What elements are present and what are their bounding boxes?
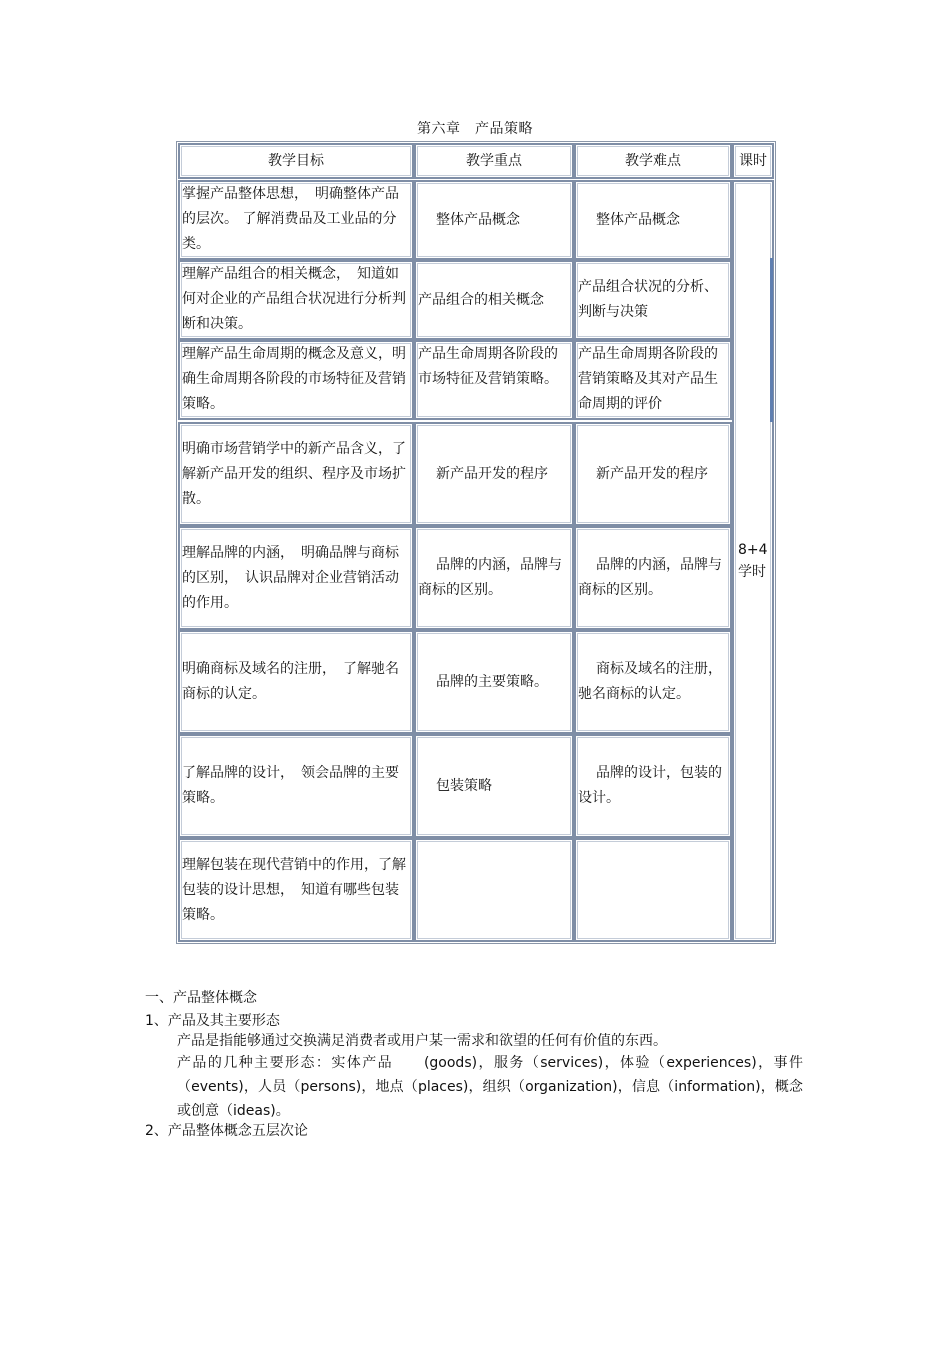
- row8-difficulty: [574, 838, 732, 942]
- row3-focus: 产品生命周期各阶段的市场特征及营销策略。: [414, 340, 574, 420]
- row7-difficulty: 品牌的设计，包装的设计。: [574, 734, 732, 838]
- row2-difficulty: 产品组合状况的分析、判断与决策: [574, 260, 732, 340]
- hours-unit: 学时: [738, 564, 766, 580]
- row8-objective: 理解包装在现代营销中的作用，了解包装的设计思想， 知道有哪些包装策略。: [178, 838, 414, 942]
- row7-objective: 了解品牌的设计， 领会品牌的主要策略。: [178, 734, 414, 838]
- row2-focus: 产品组合的相关概念: [414, 260, 574, 340]
- row4-difficulty: 新产品开发的程序: [574, 422, 732, 526]
- row4-objective: 明确市场营销学中的新产品含义，了解新产品开发的组织、程序及市场扩散。: [178, 422, 414, 526]
- row5-objective: 理解品牌的内涵， 明确品牌与商标的区别， 认识品牌对企业营销活动的作用。: [178, 526, 414, 630]
- hours-value: 8+4: [738, 542, 768, 558]
- row1-objective: 掌握产品整体思想， 明确整体产品的层次。 了解消费品及工业品的分类。: [178, 180, 414, 260]
- row3-objective: 理解产品生命周期的概念及意义，明确生命周期各阶段的市场特征及营销策略。: [178, 340, 414, 420]
- chapter-title: 第六章 产品策略: [417, 121, 533, 137]
- hours-cell: [732, 180, 774, 942]
- header-difficulty: 教学难点: [574, 143, 732, 179]
- row4-focus: 新产品开发的程序: [414, 422, 574, 526]
- row6-difficulty: 商标及域名的注册，驰名商标的认定。: [574, 630, 732, 734]
- row3-difficulty: 产品生命周期各阶段的营销策略及其对产品生命周期的评价: [574, 340, 732, 420]
- row6-objective: 明确商标及域名的注册， 了解驰名商标的认定。: [178, 630, 414, 734]
- header-objective: 教学目标: [178, 143, 414, 179]
- row6-focus: 品牌的主要策略。: [414, 630, 574, 734]
- teaching-plan-table: [176, 141, 776, 944]
- header-hours: 课时: [732, 143, 774, 179]
- section-1-heading: 一、产品整体概念: [145, 990, 257, 1006]
- row2-objective: 理解产品组合的相关概念， 知道如何对企业的产品组合状况进行分析判断和决策。: [178, 260, 414, 340]
- header-focus: 教学重点: [414, 143, 574, 179]
- row5-focus: 品牌的内涵，品牌与商标的区别。: [414, 526, 574, 630]
- row1-focus: 整体产品概念: [414, 180, 574, 260]
- product-forms: 产品的几种主要形态：实体产品 (goods)，服务（services)，体验（experiences)，事件（events)，人员（persons)，地点（places)，组织（organization)，信息（information)，概念或创意（ideas)。: [177, 1055, 803, 1119]
- scroll-indicator: [770, 258, 773, 422]
- row5-difficulty: 品牌的内涵，品牌与商标的区别。: [574, 526, 732, 630]
- row8-focus: [414, 838, 574, 942]
- row1-difficulty: 整体产品概念: [574, 180, 732, 260]
- product-definition: 产品是指能够通过交换满足消费者或用户某一需求和欲望的任何有价值的东西。: [177, 1033, 667, 1049]
- section-1-2-heading: 2、产品整体概念五层次论: [145, 1123, 308, 1139]
- section-1-1-heading: 1、产品及其主要形态: [145, 1013, 280, 1029]
- row7-focus: 包装策略: [414, 734, 574, 838]
